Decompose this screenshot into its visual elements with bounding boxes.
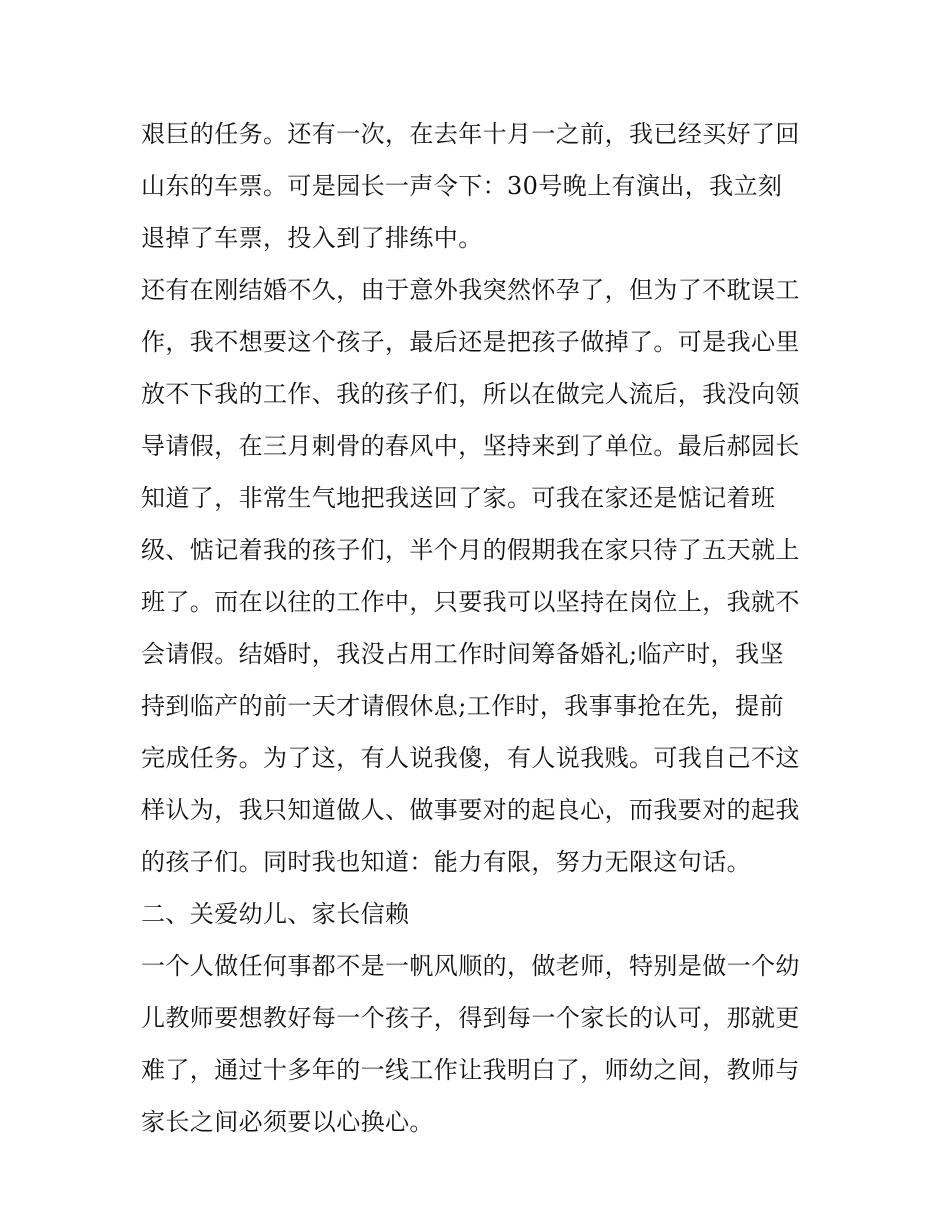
text-line: 退掉了车票，投入到了排练中。: [141, 224, 483, 252]
text-line: 的孩子们。同时我也知道：能力有限，努力无限这句话。: [141, 848, 751, 876]
text-line: 导请假，在三月刺骨的春风中，坚持来到了单位。最后郝园长: [141, 432, 800, 460]
text-line: 完成任务。为了这，有人说我傻，有人说我贱。可我自己不这: [141, 744, 800, 772]
text-line: 儿教师要想教好每一个孩子，得到每一个家长的认可，那就更: [141, 1004, 800, 1032]
text-line: 会请假。结婚时，我没占用工作时间筹备婚礼;临产时，我坚: [141, 640, 784, 668]
text-line: 山东的车票。可是园长一声令下：30号晚上有演出，我立刻: [141, 172, 783, 200]
text-line: 难了，通过十多年的一线工作让我明白了，师幼之间，教师与: [141, 1056, 800, 1084]
text-line: 放不下我的工作、我的孩子们，所以在做完人流后，我没向领: [141, 380, 800, 408]
text-line: 班了。而在以往的工作中，只要我可以坚持在岗位上，我就不: [141, 588, 800, 616]
text-line: 知道了，非常生气地把我送回了家。可我在家还是惦记着班: [141, 484, 776, 512]
text-line: 还有在刚结婚不久，由于意外我突然怀孕了，但为了不耽误工: [141, 276, 800, 304]
text-line: 作，我不想要这个孩子，最后还是把孩子做掉了。可是我心里: [141, 328, 800, 356]
section-heading: 二、关爱幼儿、家长信赖: [141, 900, 410, 928]
text-line: 级、惦记着我的孩子们，半个月的假期我在家只待了五天就上: [141, 536, 800, 564]
body-text: [141, 108, 821, 1148]
text-line: 一个人做任何事都不是一帆风顺的，做老师，特别是做一个幼: [141, 952, 800, 980]
text-line: 家长之间必须要以心换心。: [141, 1108, 434, 1136]
text-line: 艰巨的任务。还有一次，在去年十月一之前，我已经买好了回: [141, 120, 800, 148]
text-line: 样认为，我只知道做人、做事要对的起良心，而我要对的起我: [141, 796, 800, 824]
text-line: 持到临产的前一天才请假休息;工作时，我事事抢在先，提前: [141, 692, 784, 720]
